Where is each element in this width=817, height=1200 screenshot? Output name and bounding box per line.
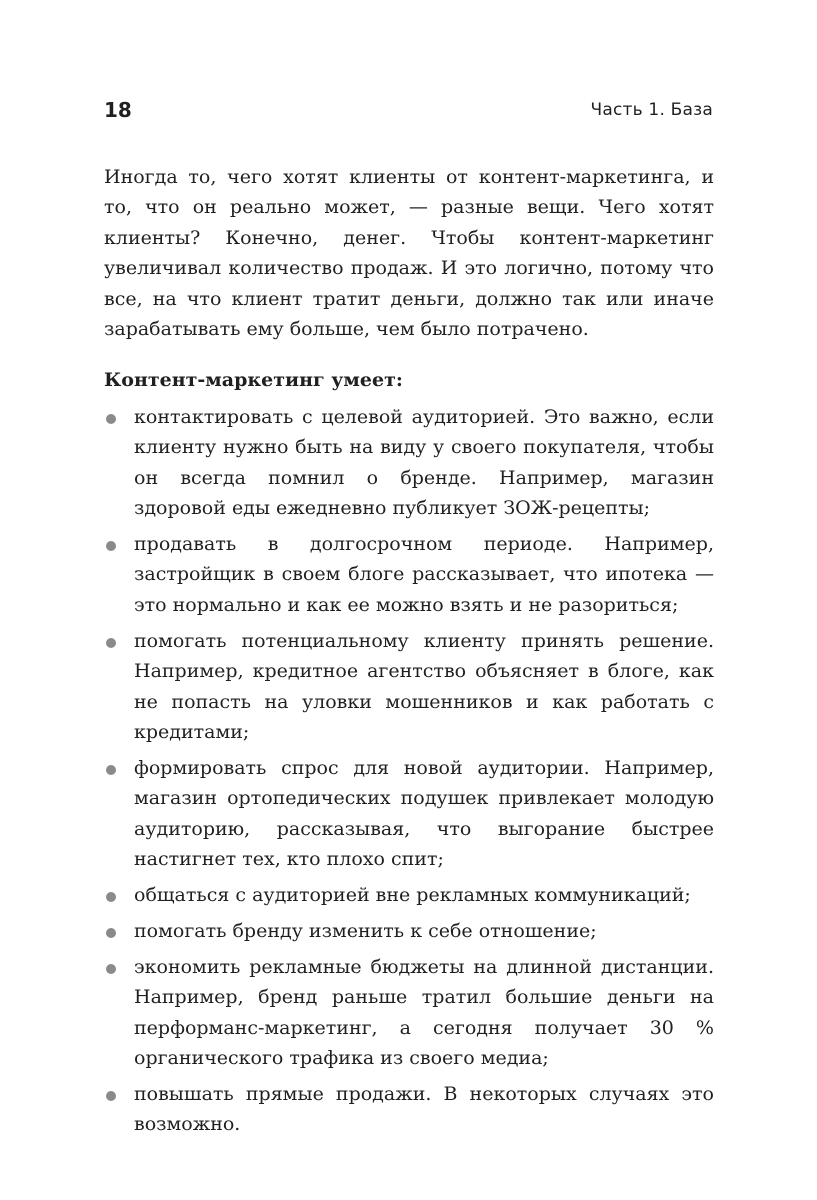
list-item-text: помогать бренду изменить к себе отношение; [134, 919, 597, 942]
list-item [104, 916, 714, 946]
bullet-icon [106, 541, 116, 551]
bullet-icon [106, 1091, 116, 1101]
intro-paragraph: Иногда то, чего хотят клиенты от контент-маркетинга, и то, что он реально может, — разные вещи. Чего хотят клиенты? Конечно, денег. Чтобы контент-маркетинг увеличивал количество продаж. И это логично, потому что все, на что клиент тратит деньги, должно так или иначе зарабатывать ему больше, чем было потрачено. [104, 166, 714, 341]
list-item [104, 1079, 714, 1140]
bullet-icon [106, 765, 116, 775]
list-item-text: повышать прямые продажи. В некоторых случаях это возможно. [134, 1082, 714, 1136]
list-item [104, 753, 714, 875]
bullet-icon [106, 928, 116, 938]
page-number: 18 [104, 98, 132, 122]
list-item [104, 952, 714, 1074]
page-body [104, 162, 714, 1145]
list-item-text: продавать в долгосрочном периоде. Например, застройщик в своем блоге рассказывает, что ипотека — это нормально и как ее можно взять и не разориться; [134, 532, 714, 616]
list-item [104, 402, 714, 524]
bullet-icon [106, 414, 116, 424]
bullet-icon [106, 964, 116, 974]
list-item [104, 529, 714, 620]
list-item-text: помогать потенциальному клиенту принять решение. Например, кредитное агентство объясняет в блоге, как не попасть на уловки мошенников и как работать с кредитами; [134, 629, 714, 743]
bullet-icon [106, 638, 116, 648]
list-item-text: общаться с аудиторией вне рекламных коммуникаций; [134, 883, 691, 906]
list-item [104, 626, 714, 748]
list-item [104, 880, 714, 910]
bullet-icon [106, 892, 116, 902]
list-item-text: экономить рекламные бюджеты на длинной дистанции. Например, бренд раньше тратил большие деньги на перформанс-маркетинг, а сегодня получает 30 % органического трафика из своего медиа; [134, 955, 714, 1069]
running-head: Часть 1. База [590, 100, 713, 120]
section-subheading: Контент-маркетинг умеет: [104, 369, 403, 392]
list-item-text: формировать спрос для новой аудитории. Например, магазин ортопедических подушек привлекает молодую аудиторию, рассказывая, что выгорание быстрее настигнет тех, кто плохо спит; [134, 756, 714, 871]
capabilities-list [104, 402, 714, 1140]
list-item-text: контактировать с целевой аудиторией. Это важно, если клиенту нужно быть на виду у своего покупателя, чтобы он всегда помнил о бренде. Например, магазин здоровой еды ежедневно публикует ЗОЖ-рецепты; [134, 405, 714, 520]
